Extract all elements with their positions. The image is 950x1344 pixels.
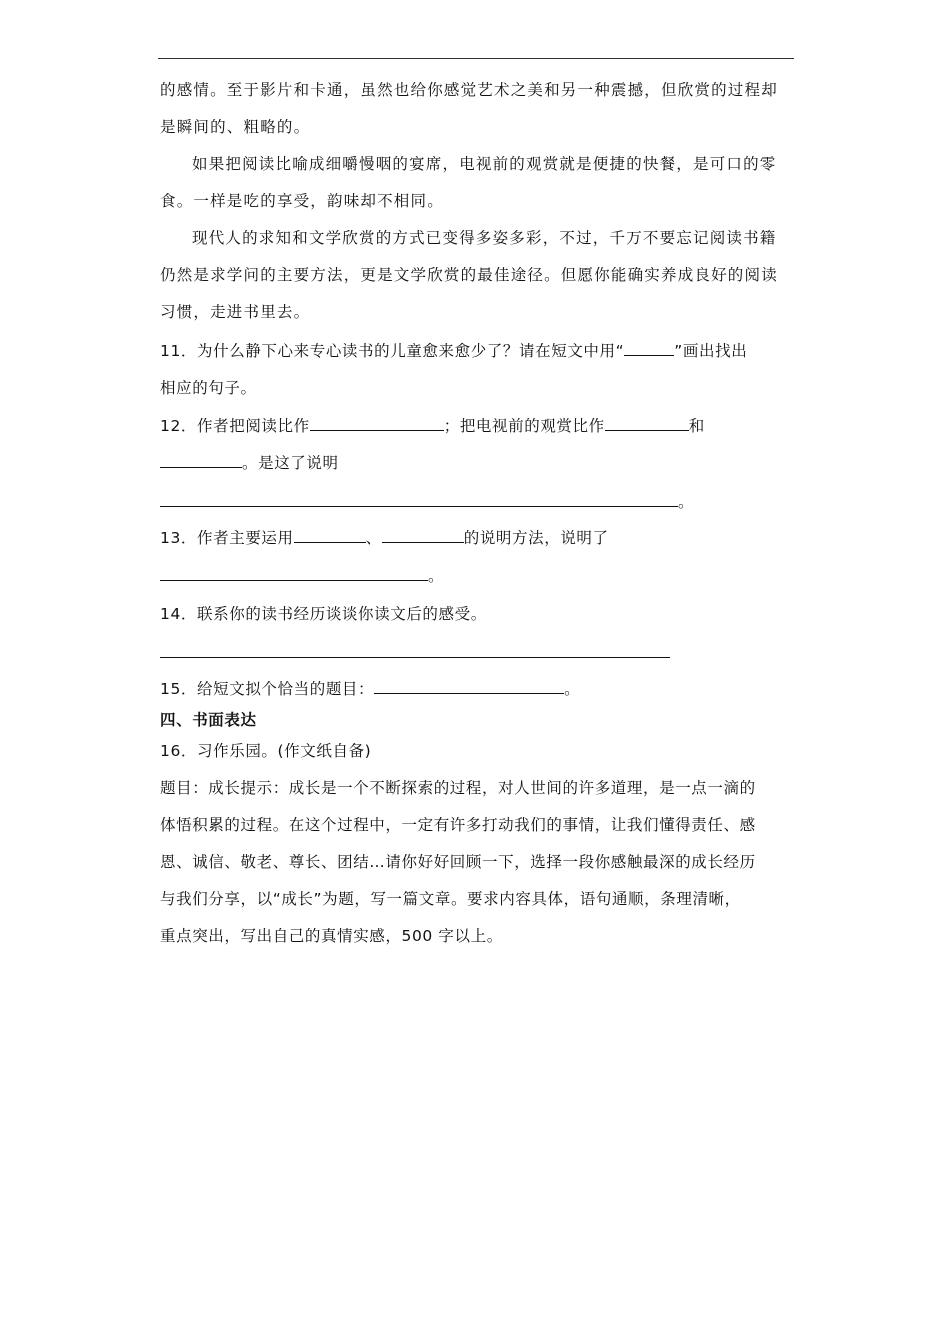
question-13-text: 13．作者主要运用 — [160, 529, 294, 547]
question-12-blank-2[interactable] — [605, 416, 689, 431]
question-13-blank-1[interactable] — [294, 528, 366, 543]
question-13-blank-2[interactable] — [382, 528, 464, 543]
question-13-sep: 、 — [365, 529, 382, 547]
question-12-text-3: 和 — [688, 417, 705, 435]
question-15 — [160, 679, 580, 699]
header-rule — [158, 58, 794, 59]
question-11-line-2: 相应的句子。 — [160, 379, 257, 397]
question-16: 16．习作乐园。(作文纸自备) — [160, 742, 372, 760]
question-11-text-tail: ”画出找出 — [674, 342, 748, 360]
question-12-text-2: ；把电视前的观赏比作 — [443, 417, 605, 435]
question-12-text: 12．作者把阅读比作 — [160, 417, 310, 435]
question-13 — [160, 528, 609, 548]
question-12-line-3 — [160, 492, 694, 512]
question-14: 14．联系你的读书经历谈谈你读文后的感受。 — [160, 605, 487, 623]
essay-prompt-line: 与我们分享，以“成长”为题，写一篇文章。要求内容具体，语句通顺，条理清晰， — [160, 890, 741, 908]
question-12-line-2 — [160, 453, 339, 473]
question-11-text: 11．为什么静下心来专心读书的儿童愈来愈少了？请在短文中用“ — [160, 342, 625, 360]
question-14-answer-line[interactable] — [160, 657, 670, 658]
essay-prompt-line: 体悟积累的过程。在这个过程中，一定有许多打动我们的事情，让我们懂得责任、感 — [160, 816, 756, 834]
question-13-end: 。 — [428, 567, 445, 585]
section-heading: 四、书面表达 — [160, 711, 257, 729]
question-12-end: 。 — [678, 493, 695, 511]
question-11 — [160, 341, 747, 361]
question-12-text-4: 。是这了说明 — [242, 454, 339, 472]
passage-line: 习惯，走进书里去。 — [160, 303, 311, 321]
question-13-line-2 — [160, 566, 444, 586]
question-13-text-2: 的说明方法，说明了 — [463, 529, 609, 547]
question-12-answer-line[interactable] — [160, 492, 678, 507]
essay-prompt-line: 题目：成长提示：成长是一个不断探索的过程，对人世间的许多道理，是一点一滴的 — [160, 779, 756, 797]
passage-line: 现代人的求知和文学欣赏的方式已变得多姿多彩，不过，千万不要忘记阅读书籍 — [192, 229, 777, 247]
question-15-end: 。 — [564, 680, 581, 698]
passage-line: 如果把阅读比喻成细嚼慢咽的宴席，电视前的观赏就是便捷的快餐，是可口的零 — [192, 155, 777, 173]
essay-prompt-line: 恩、诚信、敬老、尊长、团结…请你好好回顾一下，选择一段你感触最深的成长经历 — [160, 853, 756, 871]
question-15-text: 15．给短文拟个恰当的题目： — [160, 680, 375, 698]
question-13-answer-line[interactable] — [160, 566, 428, 581]
question-12-blank-3[interactable] — [160, 453, 242, 468]
question-11-blank[interactable] — [624, 341, 674, 356]
passage-line: 的感情。至于影片和卡通，虽然也给你感觉艺术之美和另一种震撼，但欣赏的过程却 — [160, 81, 778, 99]
passage-line: 是瞬间的、粗略的。 — [160, 118, 311, 136]
question-12-blank-1[interactable] — [310, 416, 444, 431]
passage-line: 食。一样是吃的享受，韵味却不相同。 — [160, 192, 444, 210]
passage-line: 仍然是求学问的主要方法，更是文学欣赏的最佳途径。但愿你能确实养成良好的阅读 — [160, 266, 778, 284]
essay-prompt-line: 重点突出，写出自己的真情实感，500 字以上。 — [160, 927, 503, 945]
question-12 — [160, 416, 705, 436]
question-15-blank[interactable] — [374, 679, 564, 694]
